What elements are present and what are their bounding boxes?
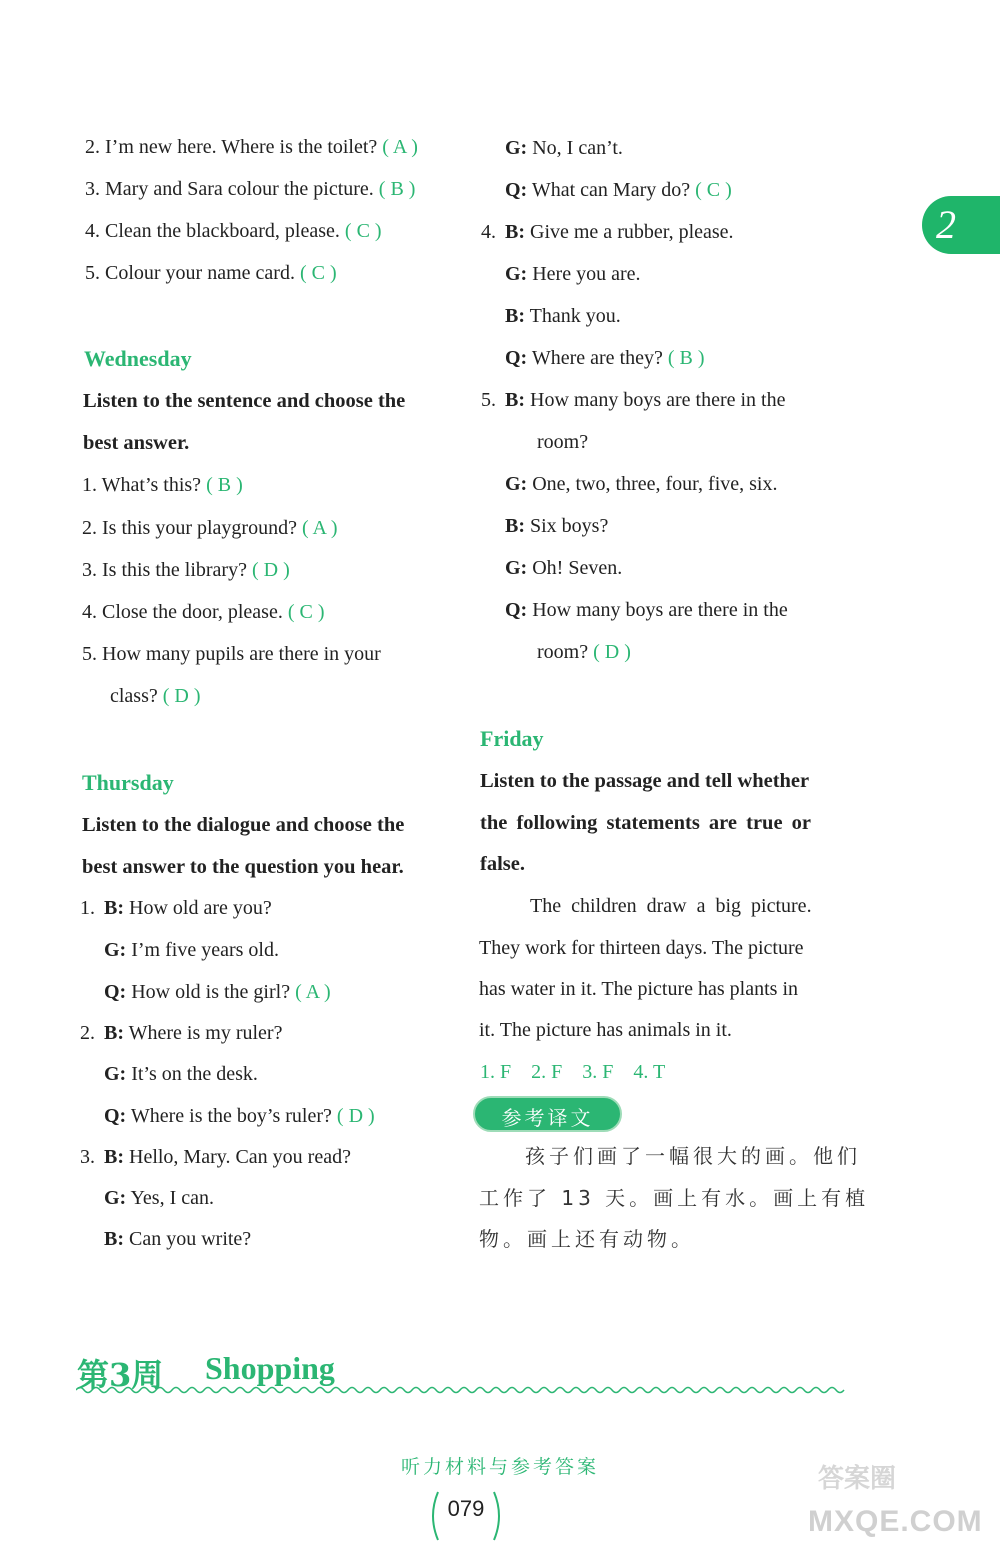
section-heading-thursday: Thursday	[82, 770, 174, 795]
dialogue-line: Q: What can Mary do? ( C )	[505, 179, 732, 201]
dialogue-line: B: Can you write?	[104, 1228, 252, 1250]
list-item: 2. I’m new here. Where is the toilet? ( A )	[85, 136, 418, 158]
dialogue-line: G: One, two, three, four, five, six.	[505, 473, 778, 495]
instruction: the following statements are true or	[480, 812, 812, 834]
week-number: 第3周	[77, 1356, 164, 1394]
list-item: 5. Colour your name card. ( C )	[85, 262, 337, 284]
dialogue-line: Q: Where are they? ( B )	[505, 347, 705, 369]
translation-line: 工作了 13 天。画上有水。画上有植	[479, 1186, 870, 1210]
week-title: Shopping	[205, 1350, 335, 1386]
watermark-logo: 答案圈	[818, 1464, 897, 1494]
instruction: best answer.	[83, 432, 190, 454]
dialogue-line: G: Here you are.	[505, 263, 641, 285]
instruction: Listen to the sentence and choose the	[83, 390, 406, 412]
section-heading-wednesday: Wednesday	[84, 346, 192, 371]
dialogue-line: 4. B: Give me a rubber, please.	[481, 221, 734, 243]
dialogue-line: Q: How many boys are there in the	[505, 599, 788, 621]
page-number: 079	[447, 1496, 485, 1521]
list-item: 2. Is this your playground? ( A )	[82, 517, 338, 539]
dialogue-line: G: Oh! Seven.	[505, 557, 623, 579]
list-item: 5. How many pupils are there in your	[82, 643, 381, 665]
list-item: 1. What’s this? ( B )	[82, 474, 243, 496]
dialogue-line: Q: How old is the girl? ( A )	[104, 981, 331, 1003]
dialogue-line: 5. B: How many boys are there in the	[481, 389, 786, 411]
dialogue-line: G: I’m five years old.	[104, 939, 279, 961]
wavy-underline	[76, 1384, 850, 1396]
unit-tab	[922, 196, 1000, 254]
instruction: Listen to the passage and tell whether	[480, 770, 810, 792]
instruction: best answer to the question you hear.	[82, 856, 404, 878]
list-item: 4. Close the door, please. ( C )	[82, 601, 325, 623]
passage-line: it. The picture has animals in it.	[479, 1019, 732, 1041]
passage-line: The children draw a big picture.	[530, 895, 812, 917]
instruction: false.	[480, 853, 525, 875]
dialogue-line: B: Thank you.	[505, 305, 621, 327]
section-heading-friday: Friday	[480, 726, 544, 751]
dialogue-line: 1. B: How old are you?	[80, 897, 272, 919]
answer-key: 1. F 2. F 3. F 4. T	[480, 1061, 666, 1083]
dialogue-line: 3. B: Hello, Mary. Can you read?	[80, 1146, 351, 1168]
list-item: 3. Is this the library? ( D )	[82, 559, 290, 581]
instruction: Listen to the dialogue and choose the	[82, 814, 405, 836]
list-item: 4. Clean the blackboard, please. ( C )	[85, 220, 382, 242]
passage-line: They work for thirteen days. The picture	[479, 937, 804, 959]
list-item-continuation: class? ( D )	[110, 685, 201, 707]
list-item: 3. Mary and Sara colour the picture. ( B )	[85, 178, 416, 200]
dialogue-line: G: Yes, I can.	[104, 1187, 214, 1209]
dialogue-line: Q: Where is the boy’s ruler? ( D )	[104, 1105, 375, 1127]
dialogue-line: G: No, I can’t.	[505, 137, 623, 159]
dialogue-line: room? ( D )	[537, 641, 631, 663]
watermark-site: MXQE.COM	[808, 1505, 983, 1538]
unit-tab-number: 2	[936, 202, 956, 247]
passage-line: has water in it. The picture has plants in	[479, 978, 798, 1000]
dialogue-line: B: Six boys?	[505, 515, 609, 537]
translation-line: 物。画上还有动物。	[479, 1227, 695, 1251]
translation-label: 参考译文	[473, 1096, 622, 1132]
dialogue-line: room?	[537, 431, 589, 453]
dialogue-line: G: It’s on the desk.	[104, 1063, 258, 1085]
footer-title: 听力材料与参考答案	[400, 1456, 599, 1478]
translation-line: 孩子们画了一幅很大的画。他们	[525, 1144, 861, 1168]
dialogue-line: 2. B: Where is my ruler?	[80, 1022, 283, 1044]
